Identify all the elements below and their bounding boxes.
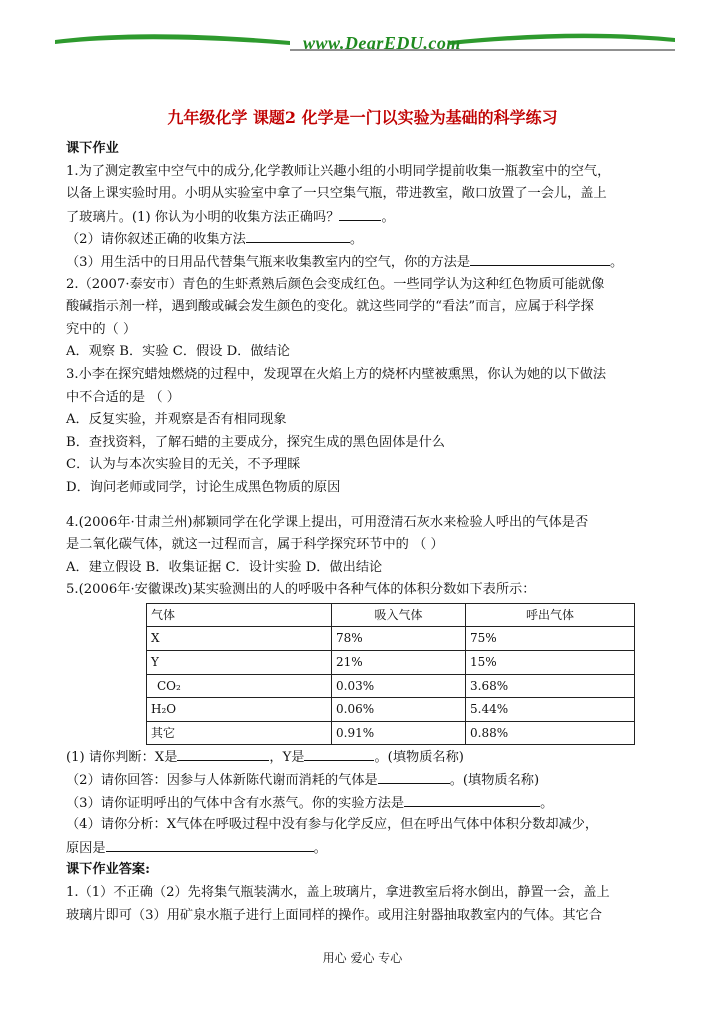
q3-option-a: A．反复实验，并观察是否有相同现象: [66, 412, 287, 428]
q2-line-2: 酸碱指示剂一样，遇到酸或碱会发生颜色的变化。就这些同学的“看法”而言，应属于科学探: [66, 299, 594, 315]
table-cell: 0.88%: [466, 721, 635, 745]
table-row: [147, 721, 635, 745]
page-footer: 用心 爱心 专心: [322, 951, 403, 965]
answer-blank: [106, 837, 314, 852]
table-cell: H₂O: [147, 698, 332, 722]
answer-blank: [339, 206, 381, 221]
q1-part1-text: 了玻璃片。(1) 你认为小明的收集方法正确吗？: [66, 209, 340, 225]
q5-sub4-text: 原因是: [66, 840, 106, 856]
table-header-cell: 呼出气体: [466, 603, 635, 627]
table-row: [147, 651, 635, 675]
q5-sub-2: [66, 769, 686, 792]
table-row: [147, 627, 635, 651]
brand-logo[interactable]: www.DearEDU.com: [303, 33, 461, 53]
q5-sub2-text: （2）请你回答：因参与人体新陈代谢而消耗的气体是: [66, 773, 378, 789]
q5-sub-1: [66, 746, 686, 769]
q2-line-3: 究中的（ ）: [66, 321, 137, 337]
table-cell: 75%: [466, 627, 635, 651]
q5-sub2-text: 。(填物质名称): [449, 773, 540, 789]
q3-option-b: B．查找资料，了解石蜡的主要成分，探究生成的黑色固体是什么: [66, 434, 445, 450]
q4-line-2: 是二氧化碳气体，就这一过程而言，属于科学探究环节中的 （ ）: [66, 537, 444, 553]
table-cell: 其它: [147, 721, 332, 745]
table-cell: 0.06%: [332, 698, 466, 722]
table-cell: 3.68%: [466, 674, 635, 698]
table-cell: X: [147, 627, 332, 651]
q5-sub-4-cont: [66, 837, 686, 860]
q1-part2-text: （2）请你叙述正确的收集方法: [66, 232, 246, 248]
answer-blank: [304, 746, 374, 761]
q1-line-2: 以备上课实验时用。小明从实验室中拿了一只空集气瓶，带进教室，敞口放置了一会儿，盖上: [66, 186, 607, 202]
answer-blank: [177, 746, 269, 761]
q5-sub1-text: 。(填物质名称): [374, 750, 464, 766]
q5-sub3-text: 。: [540, 795, 554, 811]
q3-line-2: 中不合适的是 （ ）: [66, 389, 180, 405]
q5-sub1-text: ，Y是: [269, 750, 305, 766]
q5-sub4-text: 。: [313, 840, 327, 856]
q2-options: A．观察 B．实验 C．假设 D．做结论: [66, 344, 290, 360]
answer-blank: [470, 251, 610, 266]
document-body: [66, 138, 686, 927]
punct: 。: [381, 209, 395, 225]
gas-table: [146, 603, 635, 746]
q2-line-1: 2.（2007·泰安市）青色的生虾煮熟后颜色会变成红色。一些同学认为这种红色物质可能就像: [66, 276, 605, 292]
table-header-cell: 吸入气体: [332, 603, 466, 627]
q1-line-3: [66, 206, 686, 229]
q5-sub3-text: （3）请你证明呼出的气体中含有水蒸气。你的实验方法是: [66, 795, 405, 811]
table-cell: 5.44%: [466, 698, 635, 722]
answer-line-2: 玻璃片即可（3）用矿泉水瓶子进行上面同样的操作。或用注射器抽取教室内的气体。其它合: [66, 907, 602, 923]
q1-line-5: [66, 251, 686, 274]
section-heading: 课下作业: [66, 141, 119, 156]
answer-blank: [378, 769, 450, 784]
q1-line-4: [66, 228, 686, 251]
table-row: [147, 698, 635, 722]
punct: 。: [349, 232, 364, 248]
answer-blank: [404, 792, 540, 807]
punct: 。: [610, 254, 624, 270]
answer-blank: [246, 228, 350, 243]
q5-sub-4: （4）请你分析：X气体在呼吸过程中没有参与化学反应，但在呼出气体中体积分数却减少，: [66, 817, 599, 833]
table-cell: 0.91%: [332, 721, 466, 745]
q5-sub1-text: (1) 请你判断：X是: [66, 750, 178, 766]
table-header-cell: 气体: [147, 603, 332, 627]
q5-intro: 5.(2006年·安徽课改)某实验测出的人的呼吸中各种气体的体积分数如下表所示：: [66, 582, 536, 598]
spacer: [66, 500, 686, 512]
q3-option-c: C．认为与本次实验目的无关，不予理睬: [66, 457, 301, 473]
answers-heading: 课下作业答案:: [66, 862, 150, 878]
site-header: [55, 26, 675, 60]
q1-line-1: 1.为了测定教室中空气中的成分,化学教师让兴趣小组的小明同学提前收集一瓶教室中的空气，: [66, 163, 611, 179]
table-cell: Y: [147, 651, 332, 675]
table-cell: 21%: [332, 651, 466, 675]
q5-sub-3: [66, 792, 686, 815]
table-header-row: [147, 603, 635, 627]
table-cell: CO₂: [147, 674, 332, 698]
q3-line-1: 3.小李在探究蜡烛燃烧的过程中，发现罩在火焰上方的烧杯内壁被熏黑，你认为她的以下做法: [66, 366, 607, 382]
q4-options: A．建立假设 B．收集证据 C．设计实验 D．做出结论: [66, 559, 383, 575]
table-cell: 15%: [466, 651, 635, 675]
q4-line-1: 4.(2006年·甘肃兰州)郝颖同学在化学课上提出，可用澄清石灰水来检验人呼出的气体是否: [66, 514, 589, 530]
answer-line-1: 1.（1）不正确（2）先将集气瓶装满水，盖上玻璃片，拿进教室后将水倒出，静置一会，盖上: [66, 885, 610, 900]
table-row: [147, 674, 635, 698]
table-cell: 78%: [332, 627, 466, 651]
q1-part3-text: （3）用生活中的日用品代替集气瓶来收集教室内的空气，你的方法是: [66, 254, 471, 270]
table-cell: 0.03%: [332, 674, 466, 698]
q3-option-d: D．询问老师或同学，讨论生成黑色物质的原因: [66, 479, 341, 495]
page-title: 九年级化学 课题2 化学是一门以实验为基础的科学练习: [167, 108, 558, 127]
